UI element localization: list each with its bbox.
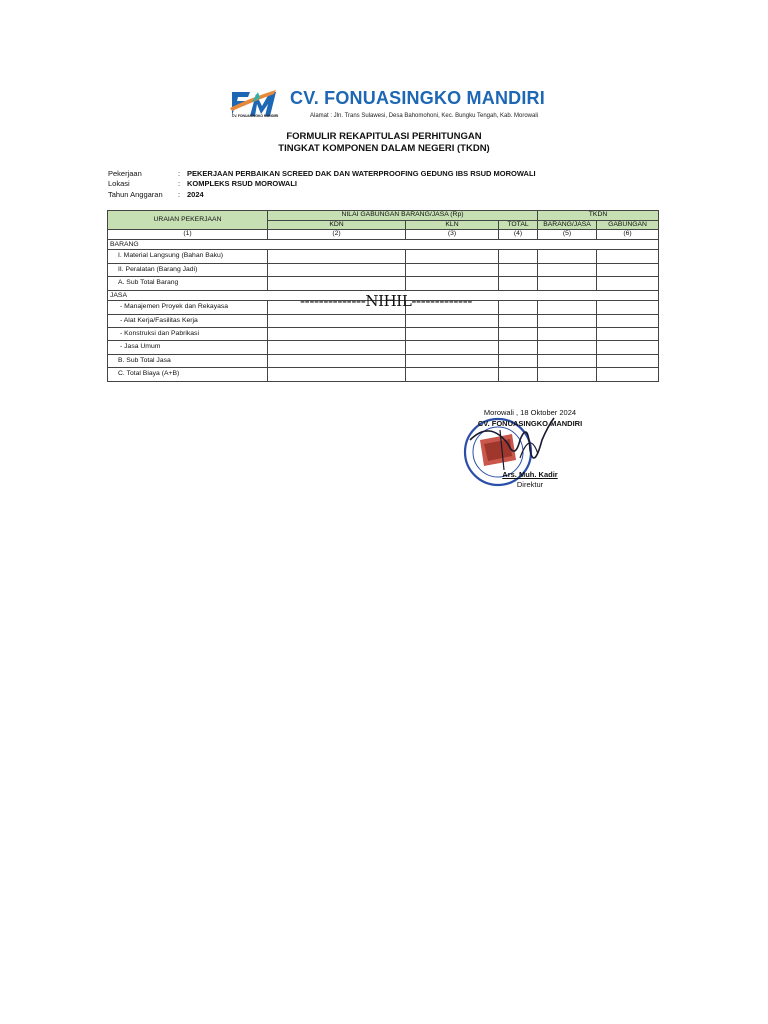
table-header-row <box>108 211 659 221</box>
table-row <box>108 341 659 354</box>
col-number: (1) <box>108 230 268 240</box>
table-row <box>108 368 659 381</box>
signature-company: CV. FONUASINGKO MANDIRI <box>477 419 583 428</box>
table-row <box>108 263 659 276</box>
col-number: (2) <box>268 230 406 240</box>
table-row <box>108 314 659 327</box>
info-value: 2024 <box>187 189 204 199</box>
row-label: II. Peralatan (Barang Jadi) <box>108 263 268 276</box>
header-gabungan: GABUNGAN <box>597 220 659 230</box>
info-label: Tahun Anggaran <box>108 189 163 199</box>
header-nilai-gabungan: NILAI GABUNGAN BARANG/JASA (Rp) <box>268 211 538 221</box>
info-row-tahun <box>108 189 536 200</box>
company-name: CV. FONUASINGKO MANDIRI <box>290 88 545 108</box>
project-info <box>108 168 536 200</box>
row-label: C. Total Biaya (A+B) <box>108 368 268 381</box>
header-barang-jasa: BARANG/JASA <box>538 220 597 230</box>
info-row-lokasi <box>108 179 536 190</box>
form-title-line1: FORMULIR REKAPITULASI PERHITUNGAN <box>286 131 482 142</box>
info-colon: : <box>178 179 181 189</box>
row-label: B. Sub Total Jasa <box>108 354 268 367</box>
table-row <box>108 328 659 341</box>
table-row <box>108 354 659 367</box>
row-label: I. Material Langsung (Bahan Baku) <box>108 250 268 263</box>
row-label: - Manajemen Proyek dan Rekayasa <box>108 301 268 314</box>
signatory-position: Direktur <box>516 480 544 489</box>
signature-date: Morowali , 18 Oktober 2024 <box>483 408 577 417</box>
column-number-row <box>108 230 659 240</box>
header-kdn: KDN <box>268 220 406 230</box>
info-value: PEKERJAAN PERBAIKAN SCREED DAK DAN WATERPROOFING GEDUNG IBS RSUD MOROWALI <box>187 168 536 178</box>
nihil-note: --------------NIHIL------------- <box>300 292 473 310</box>
info-colon: : <box>178 189 181 199</box>
section-label: BARANG <box>108 239 659 250</box>
header-total: TOTAL <box>499 220 538 230</box>
col-number: (3) <box>406 230 499 240</box>
info-label: Lokasi <box>108 179 130 189</box>
form-title-line2: TINGKAT KOMPONEN DALAM NEGERI (TKDN) <box>278 143 490 154</box>
info-label: Pekerjaan <box>108 168 142 178</box>
logo-caption: CV. FONUASINGKO MANDIRI <box>231 114 279 118</box>
table-row <box>108 277 659 290</box>
header-uraian: URAIAN PEKERJAAN <box>108 211 268 230</box>
section-label: JASA <box>108 290 659 301</box>
section-row-barang <box>108 239 659 250</box>
info-row-pekerjaan <box>108 168 536 179</box>
info-value: KOMPLEKS RSUD MOROWALI <box>187 179 297 189</box>
col-number: (6) <box>597 230 659 240</box>
header-tkdn: TKDN <box>538 211 659 221</box>
row-label: - Konstruksi dan Pabrikasi <box>108 328 268 341</box>
signatory-name: Ars. Muh. Kadir <box>502 470 558 479</box>
col-number: (5) <box>538 230 597 240</box>
row-label: A. Sub Total Barang <box>108 277 268 290</box>
header-kln: KLN <box>406 220 499 230</box>
table-row <box>108 250 659 263</box>
info-colon: : <box>178 168 181 178</box>
col-number: (4) <box>499 230 538 240</box>
row-label: - Jasa Umum <box>108 341 268 354</box>
company-address: Alamat : Jln. Trans Sulawesi, Desa Bahomohoni, Kec. Bungku Tengah, Kab. Morowali <box>310 113 539 119</box>
row-label: - Alat Kerja/Fasilitas Kerja <box>108 314 268 327</box>
